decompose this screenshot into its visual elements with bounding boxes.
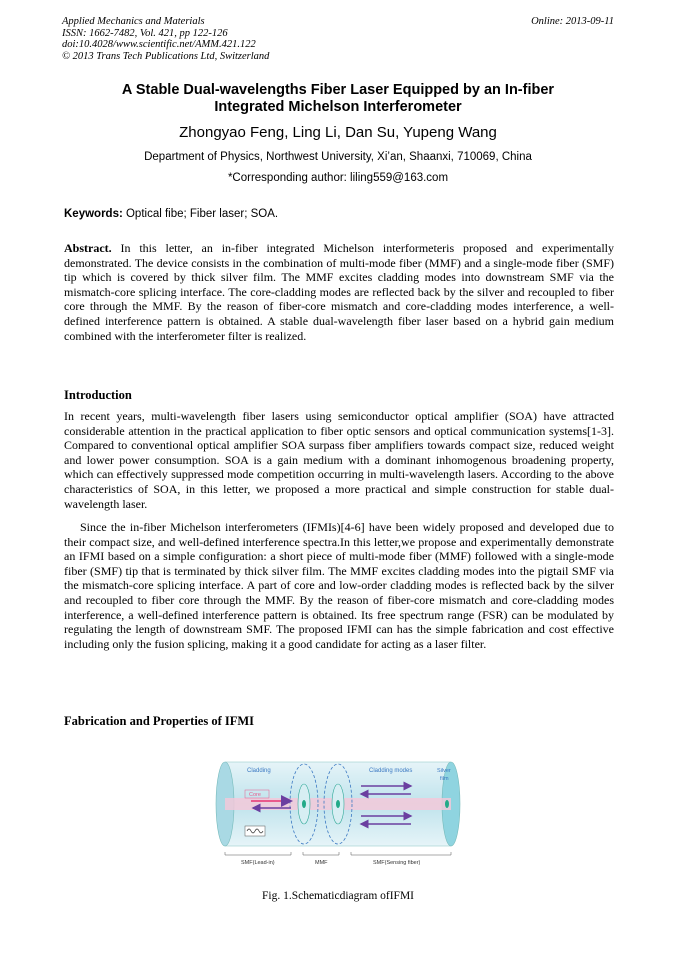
abstract [64, 241, 614, 343]
journal-name: Applied Mechanics and Materials [62, 16, 205, 27]
abstract-label: Abstract. [64, 241, 112, 255]
bracket-smf-lead [225, 852, 291, 855]
label-core: Core [249, 792, 261, 798]
authors: Zhongyao Feng, Ling Li, Dan Su, Yupeng Wang [179, 124, 497, 141]
abstract-text: In this letter, an in-fiber integrated Michelson interformeteris proposed and experimentally demonstrated. The device consists in the combination of multi-mode fiber (MMF) and a single-mode fiber (SMF) tip which is covered by thick silver film. The MMF excites cladding modes into downstream SMF via the mismatch-core splicing interface. The core-cladding modes are reflected back by the silver and recoupled to fiber core through the MMF. By the reason of fiber-core mismatch and core-cladding modes interference, a well-defined interference pattern is obtained. A stable dual-wavelength fiber laser based on a hybrid gain medium combined with the interferometer filter is realized. [64, 241, 614, 343]
bracket-smf-sensing [351, 852, 451, 855]
label-cladding-modes: Cladding modes [369, 768, 413, 774]
online-date: Online: 2013-09-11 [531, 16, 614, 27]
corresponding-author: *Corresponding author: liling559@163.com [227, 172, 449, 184]
ifmi-schematic-figure [211, 752, 469, 870]
paper-title [62, 82, 614, 116]
keywords-text: Optical fibe; Fiber laser; SOA. [122, 208, 279, 220]
affiliation: Department of Physics, Northwest University, Xi’an, Shaanxi, 710069, China [144, 151, 532, 163]
issn-line: ISSN: 1662-7482, Vol. 421, pp 122-126 [62, 27, 228, 39]
keywords [64, 207, 278, 221]
label-smf-lead: SMF(Lead-in) [241, 860, 275, 866]
keywords-label: Keywords: [64, 208, 123, 220]
label-mmf: MMF [315, 860, 328, 866]
label-cladding: Cladding [247, 768, 271, 774]
section-heading-fabrication: Fabrication and Properties of IFMI [64, 714, 255, 728]
label-smf-sensing: SMF(Sensing fiber) [373, 860, 421, 866]
label-silver: Silver [437, 768, 451, 774]
label-film: film [440, 776, 449, 782]
introduction-paragraph-2: Since the in-fiber Michelson interferometers (IFMIs)[4-6] have been widely proposed and developed due to their compact size, and well-defined interference spectra.In this letter,we propose and experimentally demonstrate an IFMI based on a simple configuration: a short piece of multi-mode fiber (MMF) followed with a single-mode fiber (SMF) tip that is terminated by thick silver film. The MMF excites cladding modes into the pigtail SMF via the mismatch-core splicing interface. A part of core and low-order cladding modes is reflected back by the silver and recoupled to fiber core through the MMF. By the reason of fiber-core mismatch and core-cladding modes interference, a well-defined interference pattern is obtained. Its free spectrum range (FSR) can be modulated by regulating the length of downstream SMF. The proposed IFMI can has the simple fabrication and cost effective including only the fusion splicing, making it a good candidate for acting as a laser filter. [64, 520, 614, 651]
introduction-paragraph-1: In recent years, multi-wavelength fiber lasers using semiconductor optical amplifier (SOA) have attracted considerable attention in the practical application to fiber optic sensors and optical communication systems[1-3]. Compared to conventional optical amplifier SOA surpass fiber amplifiers towards compact size, reduced weight and lower power consumption. SOA is a gain medium with a dominant inhomogenous broadening property, which can effectively suppressed mode competition occurring in multi-wavelength lasers. According to the above characteristics of SOA, in this letter, we proposed a more practical and simple construction for stable dual-wavelength laser. [64, 409, 614, 511]
section-heading-introduction: Introduction [64, 388, 132, 402]
doi-line: doi:10.4028/www.scientific.net/AMM.421.122 [62, 39, 256, 50]
mode-dot-3 [445, 800, 449, 808]
title-line-2: Integrated Michelson Interferometer [214, 99, 462, 115]
copyright-line: © 2013 Trans Tech Publications Ltd, Switzerland [62, 50, 270, 62]
journal-header [62, 16, 269, 62]
mode-dot-2 [336, 800, 340, 808]
bracket-mmf [303, 852, 339, 855]
mode-dot-1 [302, 800, 306, 808]
title-line-1: A Stable Dual-wavelengths Fiber Laser Equipped by an In-fiber [121, 82, 555, 98]
figure-caption: Fig. 1.Schematicdiagram ofIFMI [261, 890, 415, 902]
